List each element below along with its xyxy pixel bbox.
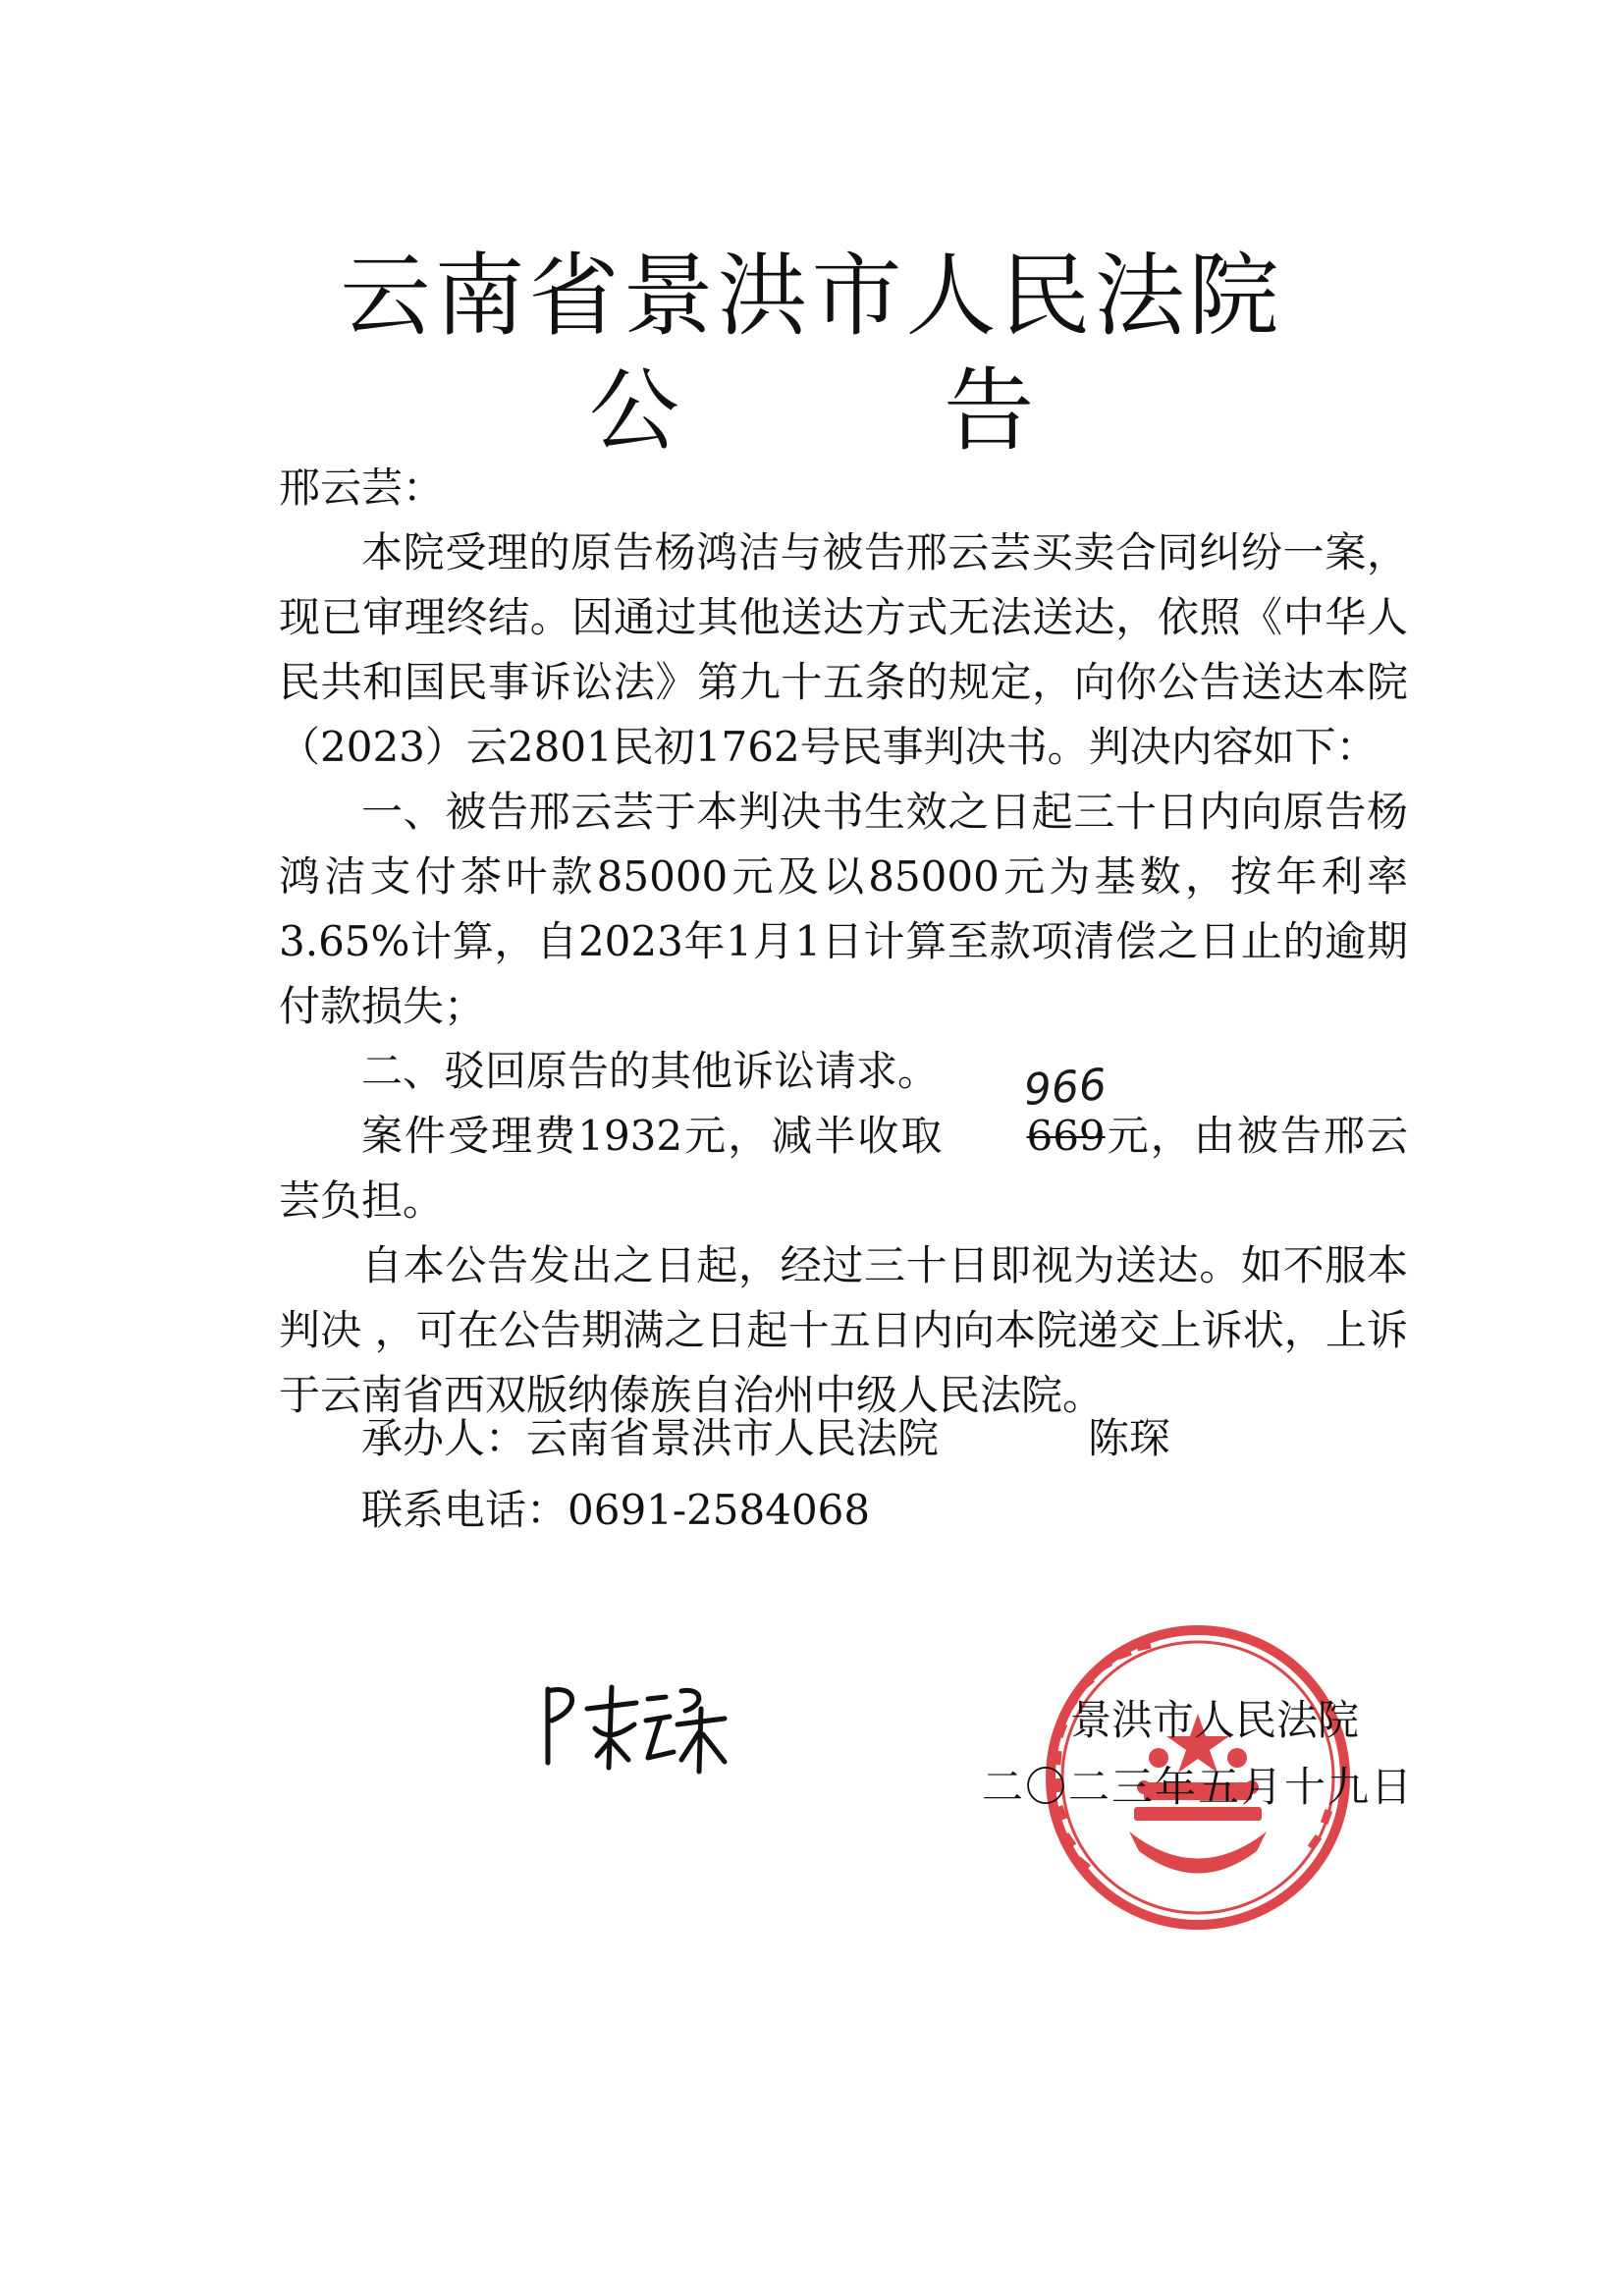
fee-struck-value: 669	[1026, 1112, 1106, 1160]
notice-heading: 公 告	[588, 358, 1153, 464]
intro-paragraph: 本院受理的原告杨鸿洁与被告邢云芸买卖合同纠纷一案，现已审理终结。因通过其他送达方式无法送达，依照《中华人民共和国民事诉讼法》第九十五条的规定，向你公告送达本院（2023）云2801民初1762号民事判决书。判决内容如下：	[279, 528, 1408, 771]
fee-text-before: 案件受理费1932元，减半收取	[361, 1112, 945, 1160]
fee-text-after: 元，由被告邢云芸负担。	[279, 1112, 1408, 1225]
signing-court: 景洪市人民法院	[1070, 1696, 1360, 1744]
service-notice-paragraph: 自本公告发出之日起，经过三十日即视为送达。如不服本判决 ，可在公告期满之日起十五日内向本院递交上诉状，上诉于云南省西双版纳傣族自治州中级人民法院。	[279, 1241, 1408, 1419]
fee-handwritten-correction: 966	[1022, 1060, 1109, 1116]
handler-line	[361, 1406, 1171, 1471]
signing-date: 二〇二三年五月十九日	[982, 1763, 1415, 1811]
court-title: 云南省景洪市人民法院	[340, 244, 1283, 349]
handler-label: 承办人：云南省景洪市人民法院	[361, 1414, 940, 1462]
handler-name: 陈琛	[1088, 1414, 1171, 1462]
judgment-item-2: 二、驳回原告的其他诉讼请求。	[361, 1047, 940, 1095]
phone-line: 联系电话：0691-2584068	[361, 1486, 871, 1534]
fee-correction	[944, 1060, 1109, 1169]
notice-body	[279, 520, 1408, 1428]
handwritten-signature	[538, 1669, 734, 1777]
judgment-item-1: 一、被告邢云芸于本判决书生效之日起三十日内向原告杨鸿洁支付茶叶款85000元及以85000元为基数，按年利率3.65%计算，自2023年1月1日计算至款项清偿之日止的逾期付款损失；	[279, 788, 1408, 1030]
addressee: 邢云芸：	[279, 464, 445, 512]
